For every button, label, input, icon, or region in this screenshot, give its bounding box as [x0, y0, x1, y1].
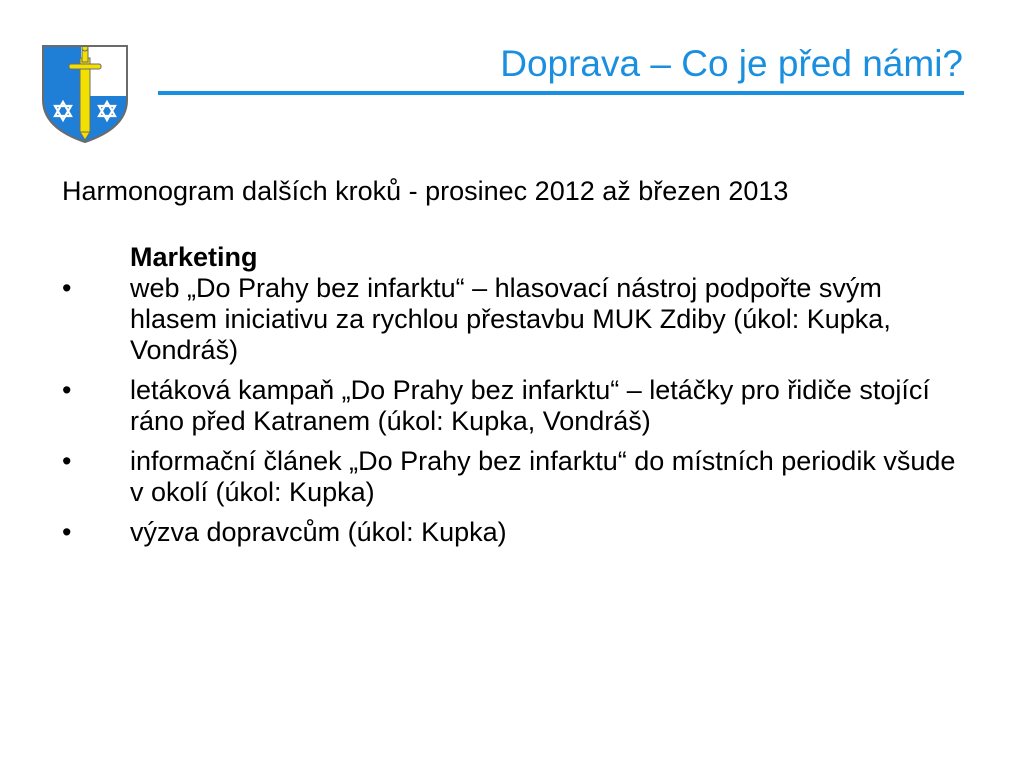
list-item [62, 517, 962, 548]
municipal-coat-of-arms-icon [41, 44, 129, 144]
section-heading-marketing: Marketing [130, 242, 258, 272]
list-item [62, 273, 962, 366]
bullet-marker: • [62, 375, 72, 405]
list-item-text: web „Do Prahy bez infarktu“ – hlasovací nástroj podpořte svým hlasem iniciativu za rychlou přestavbu MUK Zdiby (úkol: Kupka, Vondráš) [130, 273, 891, 365]
list-item-text: informační článek „Do Prahy bez infarktu“ do místních periodik všude v okolí (úkol: Kupka) [130, 446, 956, 507]
list-item [62, 446, 962, 508]
bullet-marker: • [62, 446, 72, 476]
list-item-text: výzva dopravcům (úkol: Kupka) [130, 517, 507, 547]
title-underline [158, 91, 964, 95]
slide-content [62, 176, 962, 557]
list-item-text: letáková kampaň „Do Prahy bez infarktu“ – letáčky pro řidiče stojící ráno před Katranem (úkol: Kupka, Vondráš) [130, 375, 930, 436]
marketing-bullet-list [62, 273, 962, 548]
schedule-intro: Harmonogram dalších kroků - prosinec 2012 až březen 2013 [62, 176, 789, 206]
list-item [62, 375, 962, 437]
bullet-marker: • [62, 273, 72, 303]
bullet-marker: • [62, 517, 72, 547]
slide-title: Doprava – Co je před námi? [500, 43, 963, 84]
